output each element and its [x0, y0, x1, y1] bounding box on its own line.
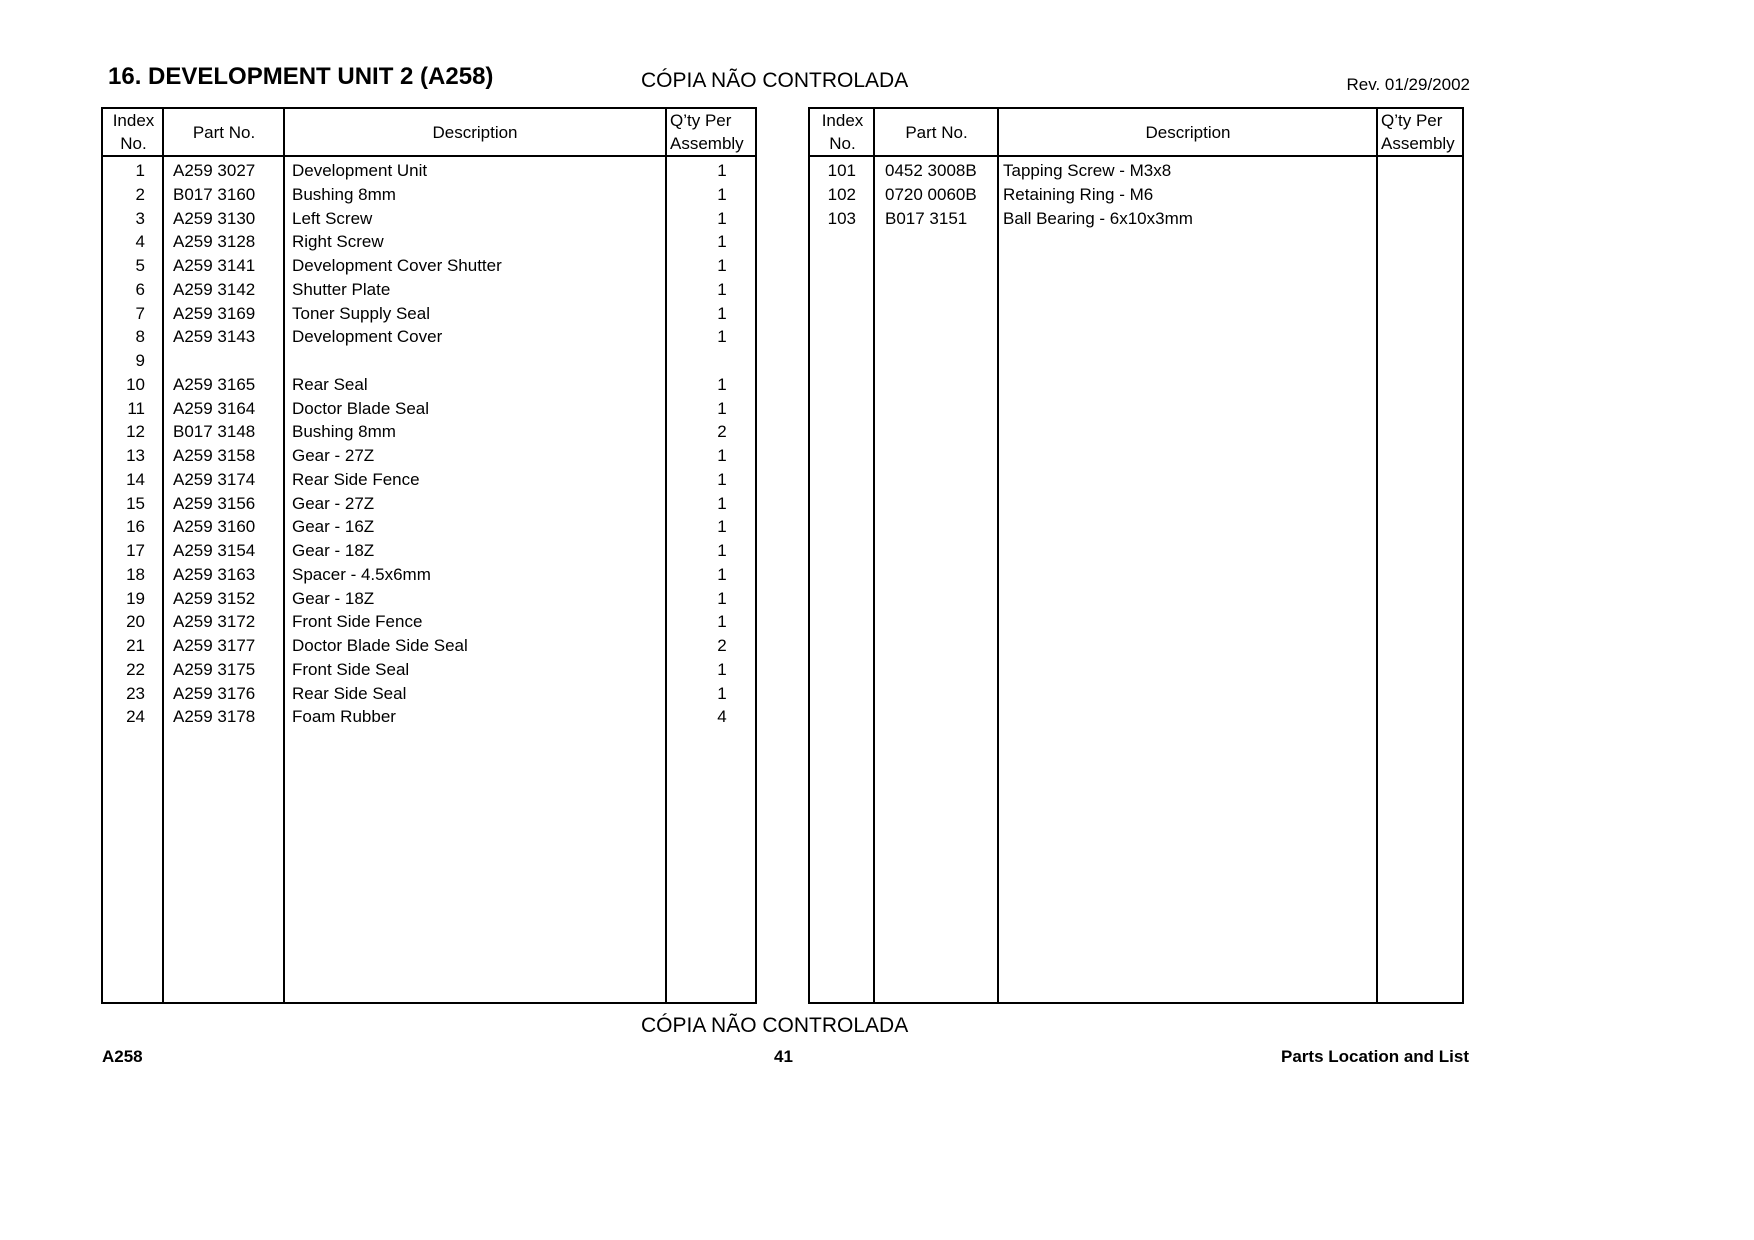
cell-index: 20	[126, 612, 145, 632]
header-index	[103, 109, 164, 155]
cell-part-no: A259 3169	[173, 303, 256, 323]
cell-qty: 1	[717, 683, 727, 703]
cell-index: 9	[135, 351, 145, 370]
cell-description: Toner Supply Seal	[292, 303, 430, 323]
cell-part-no: A259 3128	[173, 232, 256, 252]
cell-index: 11	[127, 398, 145, 418]
cell-index: 22	[126, 659, 145, 679]
table-row	[103, 230, 755, 254]
cell-part-no: A259 3154	[173, 541, 256, 560]
cell-description: Gear - 18Z	[292, 588, 375, 608]
cell-part-no: A259 3143	[173, 327, 256, 347]
header-qty-line2: Assembly	[1381, 134, 1455, 153]
cell-part-no: 0452 3008B	[885, 161, 977, 180]
page-title: 16. DEVELOPMENT UNIT 2 (A258)	[108, 63, 494, 90]
cell-index: 3	[135, 208, 145, 228]
table-row	[103, 610, 755, 634]
parts-rows-left	[103, 159, 755, 729]
table-row	[103, 159, 755, 183]
cell-index: 13	[126, 446, 145, 465]
cell-part-no: A259 3027	[173, 161, 256, 180]
table-row	[103, 254, 755, 278]
header-qty	[667, 109, 757, 155]
parts-table-right	[808, 107, 1464, 1004]
cell-qty: 1	[717, 446, 727, 465]
cell-index: 19	[126, 588, 145, 608]
cell-index: 24	[126, 707, 145, 727]
cell-part-no: A259 3176	[173, 683, 256, 703]
cell-index: 4	[135, 232, 145, 252]
cell-description: Development Cover Shutter	[292, 256, 502, 275]
cell-index: 16	[126, 517, 145, 537]
cell-index: 8	[135, 327, 145, 347]
cell-qty: 1	[717, 469, 727, 489]
cell-part-no: A259 3141	[173, 256, 256, 275]
table-row	[810, 207, 1462, 231]
table-row	[810, 183, 1462, 207]
cell-index: 21	[126, 636, 145, 655]
cell-index: 12	[126, 422, 145, 442]
cell-description: Rear Seal	[292, 374, 368, 394]
cell-index: 1	[135, 161, 145, 180]
header-qty-line2: Assembly	[670, 134, 744, 153]
cell-qty: 1	[717, 659, 727, 679]
cell-part-no: A259 3160	[173, 517, 256, 537]
page-number: 41	[774, 1047, 793, 1066]
cell-part-no: A259 3174	[173, 469, 256, 489]
table-row	[103, 444, 755, 468]
cell-part-no: A259 3163	[173, 564, 256, 584]
cell-description: Spacer - 4.5x6mm	[292, 564, 431, 584]
cell-part-no: A259 3130	[173, 208, 256, 228]
cell-part-no: A259 3165	[173, 374, 256, 394]
table-row	[103, 183, 755, 207]
cell-qty: 4	[717, 707, 727, 727]
cell-description: Gear - 16Z	[292, 517, 375, 537]
cell-qty: 1	[717, 374, 727, 394]
cell-index: 6	[135, 279, 145, 299]
cell-index: 10	[126, 374, 145, 394]
table-row	[103, 468, 755, 492]
cell-qty: 1	[717, 184, 727, 204]
cell-description: Ball Bearing - 6x10x3mm	[1003, 208, 1193, 228]
table-row	[103, 539, 755, 563]
cell-qty: 1	[717, 232, 727, 252]
cell-qty: 1	[717, 279, 727, 299]
cell-description: Gear - 27Z	[292, 446, 375, 465]
cell-part-no: A259 3164	[173, 398, 256, 418]
cell-qty: 1	[717, 398, 727, 418]
cell-part-no: A259 3156	[173, 493, 256, 513]
header-part-no: Part No.	[192, 122, 256, 142]
cell-qty: 1	[717, 161, 727, 180]
cell-description: Development Cover	[292, 327, 443, 347]
cell-index: 18	[126, 564, 145, 584]
cell-part-no: A259 3175	[173, 659, 256, 679]
watermark-top: CÓPIA NÃO CONTROLADA	[641, 69, 909, 92]
parts-table-left	[101, 107, 757, 1004]
table-row	[103, 420, 755, 444]
cell-description: Doctor Blade Seal	[292, 398, 430, 418]
header-qty-line1: Q’ty Per	[1381, 111, 1443, 130]
cell-part-no: B017 3151	[885, 208, 968, 228]
cell-description: Gear - 18Z	[292, 541, 375, 560]
parts-rows-right	[810, 159, 1462, 230]
cell-qty: 1	[717, 564, 727, 584]
table-row	[103, 325, 755, 349]
cell-description: Right Screw	[292, 232, 384, 252]
cell-description: Rear Side Fence	[292, 469, 420, 489]
revision-date: Rev. 01/29/2002	[1346, 75, 1470, 94]
cell-index: 15	[126, 493, 145, 513]
cell-index: 23	[126, 683, 145, 703]
cell-qty: 1	[717, 541, 727, 560]
table-row	[103, 397, 755, 421]
footer-section: Parts Location and List	[1281, 1047, 1469, 1066]
cell-part-no: A259 3142	[173, 279, 256, 299]
table-row	[103, 302, 755, 326]
header-index	[810, 109, 875, 155]
cell-description: Retaining Ring - M6	[1003, 184, 1154, 204]
table-row	[103, 349, 755, 373]
cell-index: 2	[135, 184, 145, 204]
cell-description: Foam Rubber	[292, 707, 396, 727]
cell-index: 101	[827, 161, 856, 180]
header-index-line2: No.	[829, 134, 856, 153]
cell-index: 7	[135, 303, 145, 323]
cell-description: Left Screw	[292, 208, 373, 228]
table-row	[103, 705, 755, 729]
cell-description: Bushing 8mm	[292, 422, 396, 442]
header-qty	[1378, 109, 1464, 155]
header-description: Description	[1145, 122, 1231, 142]
header-qty-line1: Q’ty Per	[670, 111, 732, 130]
cell-description: Doctor Blade Side Seal	[292, 636, 468, 655]
cell-qty: 1	[717, 256, 727, 275]
header-index-line1: Index	[821, 111, 864, 130]
cell-index: 5	[135, 256, 145, 275]
table-row	[103, 634, 755, 658]
cell-part-no: A259 3178	[173, 707, 256, 727]
cell-qty: 1	[717, 208, 727, 228]
cell-part-no: A259 3172	[173, 612, 256, 632]
cell-qty: 1	[717, 493, 727, 513]
cell-description: Front Side Seal	[292, 659, 410, 679]
cell-description: Rear Side Seal	[292, 683, 407, 703]
header-index-line1: Index	[112, 111, 155, 130]
cell-qty: 1	[717, 327, 727, 347]
table-row	[103, 207, 755, 231]
cell-qty: 2	[717, 636, 727, 655]
cell-part-no: 0720 0060B	[885, 184, 977, 204]
cell-description: Gear - 27Z	[292, 493, 375, 513]
cell-description: Shutter Plate	[292, 279, 391, 299]
cell-index: 103	[827, 208, 856, 228]
footer-model: A258	[102, 1047, 143, 1066]
cell-index: 14	[126, 469, 145, 489]
watermark-bottom: CÓPIA NÃO CONTROLADA	[641, 1014, 909, 1037]
cell-part-no: A259 3158	[173, 446, 256, 465]
table-row	[810, 159, 1462, 183]
cell-description: Front Side Fence	[292, 612, 423, 632]
table-row	[103, 658, 755, 682]
cell-index: 102	[827, 184, 856, 204]
cell-part-no: A259 3177	[173, 636, 256, 655]
cell-part-no: B017 3148	[173, 422, 256, 442]
cell-qty: 2	[717, 422, 727, 442]
cell-description: Tapping Screw - M3x8	[1003, 161, 1172, 180]
table-row	[103, 278, 755, 302]
cell-qty: 1	[717, 612, 727, 632]
cell-qty: 1	[717, 517, 727, 537]
table-row	[103, 563, 755, 587]
cell-part-no: A259 3152	[173, 588, 256, 608]
header-description: Description	[432, 122, 518, 142]
table-row	[103, 587, 755, 611]
table-row	[103, 515, 755, 539]
cell-index: 17	[126, 541, 145, 560]
cell-qty: 1	[717, 303, 727, 323]
cell-qty: 1	[717, 588, 727, 608]
header-index-line2: No.	[120, 134, 147, 153]
table-row	[103, 492, 755, 516]
cell-description: Bushing 8mm	[292, 184, 396, 204]
header-part-no: Part No.	[905, 122, 968, 142]
table-row	[103, 373, 755, 397]
cell-part-no: B017 3160	[173, 184, 256, 204]
cell-description: Development Unit	[292, 161, 428, 180]
table-row	[103, 682, 755, 706]
